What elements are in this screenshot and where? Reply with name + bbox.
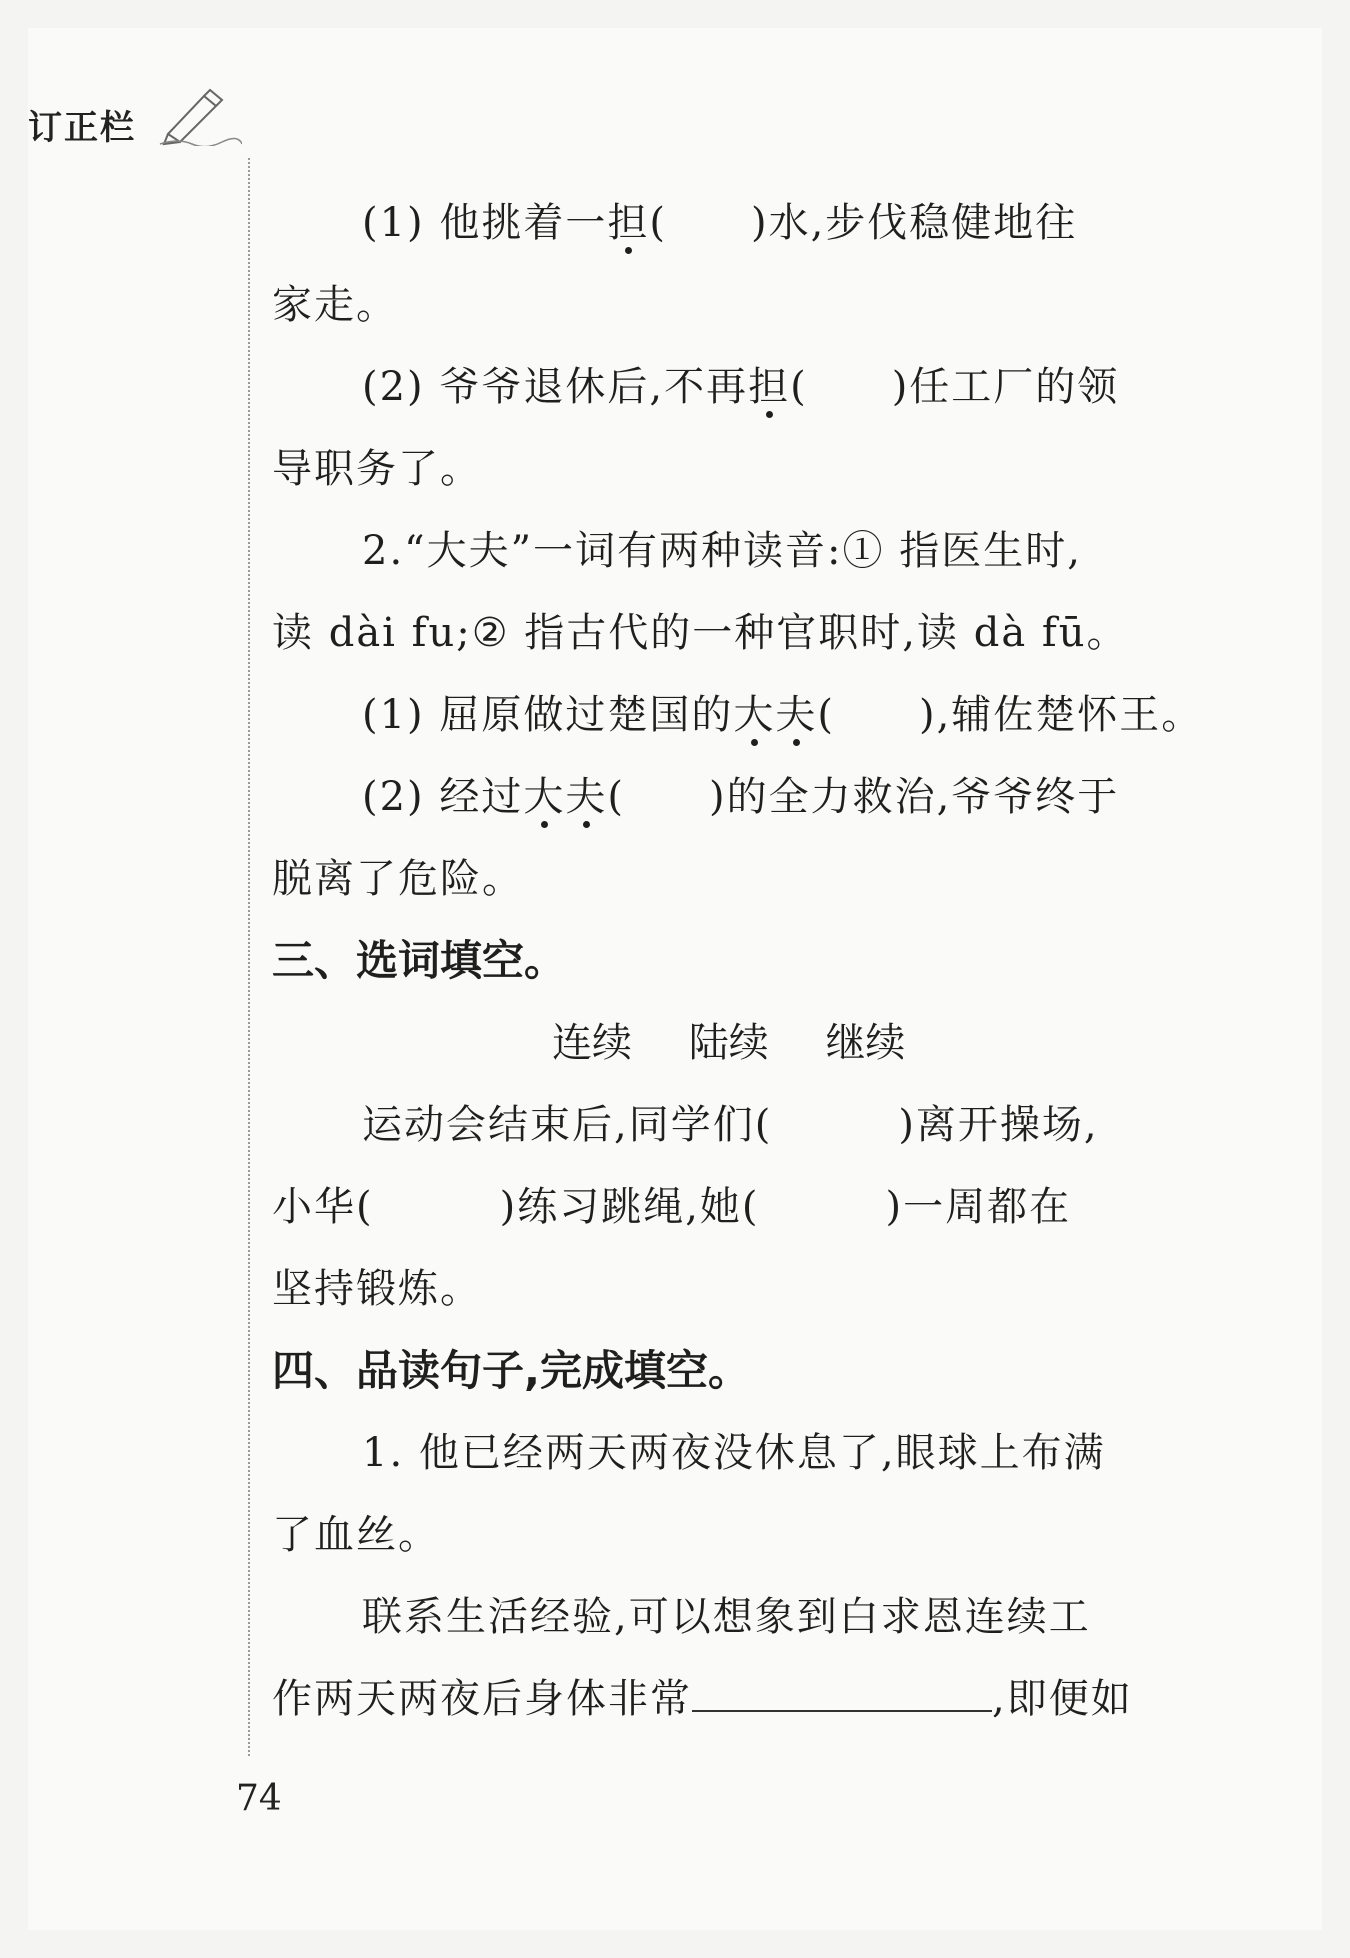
pencil-icon bbox=[158, 84, 242, 146]
section4-q1-line2: 了血丝。 bbox=[272, 1512, 440, 1558]
section3-line3: 坚持锻炼。 bbox=[272, 1266, 482, 1312]
section4-para-line1: 联系生活经验,可以想象到白求恩连续工 bbox=[362, 1594, 1091, 1640]
q2-item1-line2: 家走。 bbox=[272, 282, 398, 328]
section4-para-line2: 作两天两夜后身体非常 ,即便如 bbox=[272, 1658, 1200, 1740]
q2-part2-sentence2: (2) 经过大夫( )的全力救治,爷爷终于 bbox=[362, 774, 1120, 820]
q2-item2-line2: 导职务了。 bbox=[272, 446, 482, 492]
section4-q1-line1: 1. 他已经两天两夜没休息了,眼球上布满 bbox=[362, 1430, 1106, 1476]
margin-divider bbox=[248, 158, 250, 1756]
q2-part2-sentence2-line2: 脱离了危险。 bbox=[272, 856, 524, 902]
section4-title: 四、品读句子,完成填空。 bbox=[272, 1346, 750, 1395]
correction-column-title: 订正栏 bbox=[28, 108, 136, 148]
section3-line2: 小华( )练习跳绳,她( )一周都在 bbox=[272, 1184, 1072, 1230]
word-choices bbox=[272, 1002, 1200, 1084]
word-choice: 继续 bbox=[825, 1020, 906, 1066]
word-choice: 连续 bbox=[552, 1020, 632, 1066]
answer-blank-line[interactable] bbox=[692, 1670, 992, 1712]
q2-item1-line1: (1) 他挑着一担( )水,步伐稳健地往 bbox=[362, 200, 1078, 246]
q2-item2-line1: (2) 爷爷退休后,不再担( )任工厂的领 bbox=[362, 364, 1120, 410]
word-choice: 陆续 bbox=[688, 1020, 769, 1066]
emphasis-char: 大 bbox=[523, 774, 566, 820]
emphasis-char: 担 bbox=[748, 364, 791, 410]
section3-line1: 运动会结束后,同学们( )离开操场, bbox=[362, 1102, 1099, 1148]
page-number: 74 bbox=[236, 1778, 282, 1819]
emphasis-char: 夫 bbox=[565, 774, 608, 820]
section3-title: 三、选词填空。 bbox=[272, 936, 567, 985]
emphasis-char: 担 bbox=[607, 200, 650, 246]
q2-part2-sentence1: (1) 屈原做过楚国的大夫( ),辅佐楚怀王。 bbox=[362, 692, 1204, 738]
emphasis-char: 大 bbox=[733, 692, 776, 738]
q2-part2-line2: 读 dài fu;② 指古代的一种官职时,读 dà fū。 bbox=[272, 610, 1129, 656]
emphasis-char: 夫 bbox=[775, 692, 818, 738]
exercise-content bbox=[272, 182, 1204, 1740]
q2-part2-line1: 2.“大夫”一词有两种读音:① 指医生时, bbox=[362, 528, 1082, 574]
